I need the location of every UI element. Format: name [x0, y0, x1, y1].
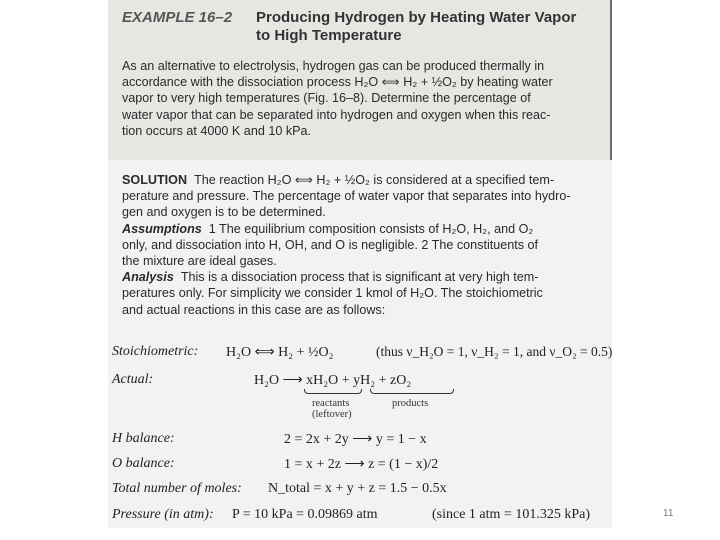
h-balance-equation: 2 = 2x + 2y ⟶ y = 1 − x [284, 432, 427, 447]
assumptions-label: Assumptions [122, 221, 202, 236]
example-title-line1: Producing Hydrogen by Heating Water Vapor [256, 9, 577, 26]
assumptions-line: only, and dissociation into H, OH, and O is negligible. 2 The constituents of [122, 237, 539, 252]
total-moles-label: Total number of moles: [112, 481, 242, 496]
example-box [108, 0, 612, 160]
margin-rule [610, 0, 612, 160]
products-brace [370, 389, 454, 394]
example-body-line: vapor to very high temperatures (Fig. 16–8). Determine the percentage of [122, 91, 531, 106]
h-balance-label: H balance: [112, 431, 175, 446]
example-title [256, 9, 596, 45]
reactants-brace [304, 389, 362, 394]
stoichiometric-equation: H₂O ⟺ H₂ + ½O₂ [226, 345, 334, 360]
example-body [122, 58, 604, 139]
pressure-label: Pressure (in atm): [112, 507, 214, 522]
analysis-line: and actual reactions in this case are as follows: [122, 302, 386, 317]
products-note: products [392, 398, 429, 409]
solution-line: gen and oxygen is to be determined. [122, 205, 326, 220]
actual-equation: H₂O ⟶ xH₂O + yH₂ + zO₂ [254, 373, 412, 388]
pressure-equation: P = 10 kPa = 0.09869 atm [232, 507, 378, 522]
analysis-line: peratures only. For simplicity we consider 1 kmol of H₂O. The stoichiometric [122, 286, 543, 301]
stoichiometric-coefficients: (thus ν_H₂O = 1, ν_H₂ = 1, and ν_O₂ = 0.5) [376, 344, 612, 359]
example-body-line: accordance with the dissociation process H₂O ⟺ H₂ + ½O₂ by heating water [122, 75, 553, 90]
solution-line: The reaction H₂O ⟺ H₂ + ½O₂ is considered at a specified tem- [194, 173, 555, 187]
stoichiometric-label: Stoichiometric: [112, 344, 199, 359]
slide-page-number: 11 [663, 508, 674, 519]
o-balance-equation: 1 = x + 2z ⟶ z = (1 − x)/2 [284, 457, 439, 472]
example-title-line2: to High Temperature [256, 27, 402, 44]
o-balance-label: O balance: [112, 456, 175, 471]
assumptions-line: the mixture are ideal gases. [122, 254, 277, 269]
analysis-label: Analysis [122, 270, 174, 285]
solution-line: perature and pressure. The percentage of water vapor that separates into hydro- [122, 189, 571, 204]
reactants-note: reactants (leftover) [312, 398, 352, 420]
actual-label: Actual: [112, 372, 154, 387]
solution-paragraph [122, 172, 604, 318]
assumptions-line: 1 The equilibrium composition consists of H₂O, H₂, and O₂ [208, 221, 534, 236]
total-moles-equation: N_total = x + y + z = 1.5 − 0.5x [268, 481, 447, 496]
analysis-line: This is a dissociation process that is significant at very high tem- [180, 270, 539, 285]
example-label: EXAMPLE 16–2 [122, 9, 233, 26]
textbook-page-scan [108, 0, 612, 528]
example-body-line: As an alternative to electrolysis, hydrogen gas can be produced thermally in [122, 59, 545, 73]
example-body-line: water vapor that can be separated into hydrogen and oxygen when this reac- [122, 107, 551, 122]
pressure-note: (since 1 atm = 101.325 kPa) [432, 507, 590, 522]
example-body-line: tion occurs at 4000 K and 10 kPa. [122, 123, 312, 138]
solution-label: SOLUTION [122, 173, 188, 187]
